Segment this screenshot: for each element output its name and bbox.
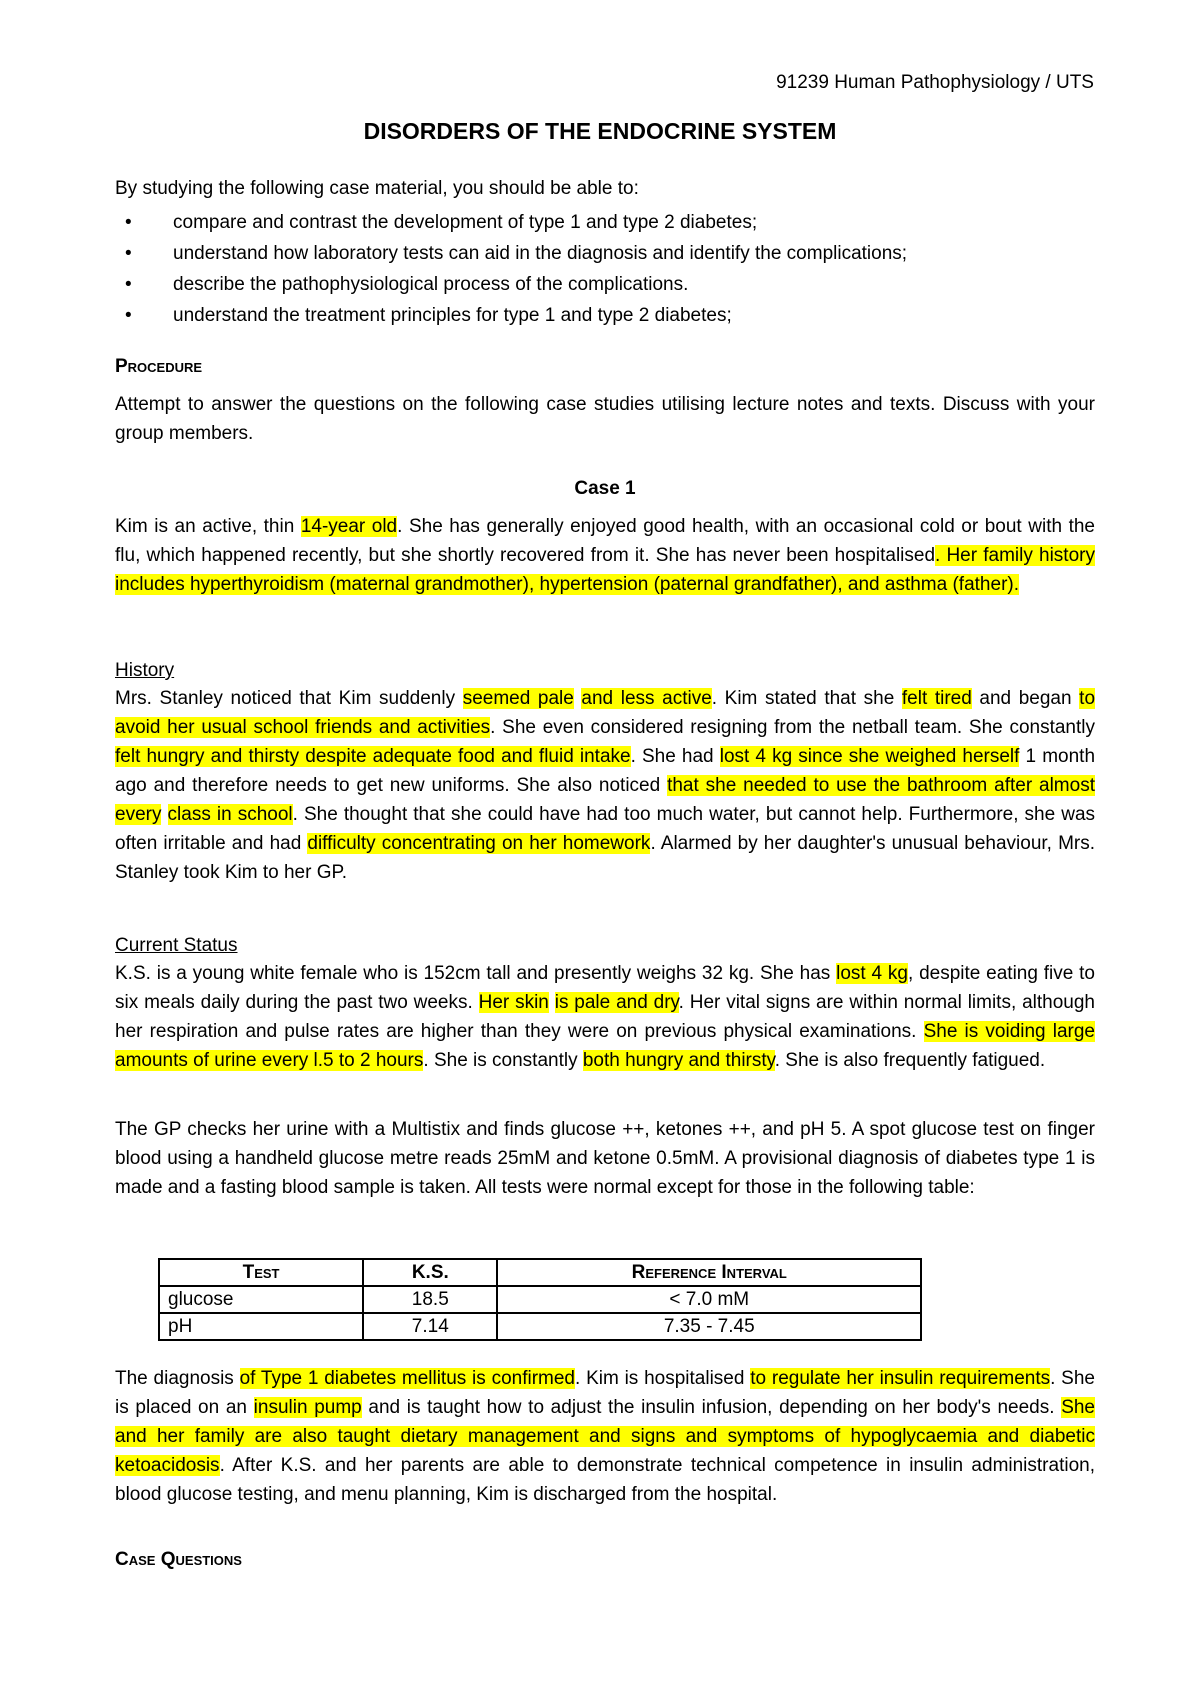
table-cell: 18.5 <box>363 1286 497 1313</box>
highlighted-text: and less active <box>581 688 712 709</box>
text-run: . Kim stated that she <box>711 688 902 709</box>
history-heading: History <box>115 660 175 681</box>
text-run: . Alarmed by her daughter's unusual behaviour, Mrs. Stanley took Kim to her GP. <box>115 833 1096 883</box>
text-run: . After K.S. and her parents are able to demonstrate technical competence in insulin administration, blood glucose testing, and menu planning, Kim is discharged from the hospital. <box>115 1455 1095 1505</box>
highlighted-text: Her skin <box>478 992 549 1013</box>
case-paragraph <box>115 512 1095 599</box>
learning-objectives <box>115 174 1095 331</box>
table-header: K.S. <box>363 1259 497 1286</box>
text-run: , despite eating five to six meals daily during the past two weeks. <box>115 963 1095 1013</box>
table-cell: 7.35 - 7.45 <box>497 1313 921 1340</box>
text-run: K.S. is a young white female who is 152cm tall and presently weighs 32 kg. She has <box>115 963 837 984</box>
table-cell: glucose <box>159 1286 363 1313</box>
highlighted-text: 14-year old <box>300 516 398 537</box>
current-status-heading: Current Status <box>115 935 238 956</box>
text-run: . She is also frequently fatigued. <box>774 1050 1046 1071</box>
procedure-heading: Procedure <box>115 356 203 377</box>
highlighted-text: seemed pale <box>462 688 574 709</box>
text-run: Kim is an active, thin <box>115 516 301 537</box>
highlighted-text: She and her family are also taught dietary management and signs and symptoms of hypoglycaemia and diabetic ketoacidosis <box>115 1397 1095 1476</box>
text-run: . She thought that she could have had too much water, but cannot help. Furthermore, she was often irritable and had <box>115 804 1096 854</box>
current-status-paragraph <box>115 959 1095 1075</box>
text-run: The diagnosis <box>115 1368 240 1389</box>
intro-text: By studying the following case material, you should be able to: <box>115 178 639 199</box>
table-header: Test <box>159 1259 363 1286</box>
case-heading: Case 1 <box>574 478 636 499</box>
table-row <box>159 1313 921 1340</box>
highlighted-text: lost 4 kg since she weighed herself <box>719 746 1020 767</box>
lab-results-table <box>158 1258 922 1341</box>
highlighted-text: to regulate her insulin requirements <box>750 1368 1051 1389</box>
text-run: and is taught how to adjust the insulin infusion, depending on her body's needs. <box>361 1397 1062 1418</box>
history-paragraph <box>115 684 1095 887</box>
highlighted-text: difficulty concentrating on her homework <box>307 833 651 854</box>
text-run: . She is placed on an <box>115 1368 1095 1418</box>
text-run <box>549 992 555 1013</box>
highlighted-text: lost 4 kg <box>836 963 908 984</box>
procedure-text: Attempt to answer the questions on the following case studies utilising lecture notes and texts. Discuss with your group members. <box>115 394 1095 444</box>
table-cell: pH <box>159 1313 363 1340</box>
highlighted-text: to avoid her usual school friends and activities <box>115 688 1096 738</box>
gp-paragraph: The GP checks her urine with a Multistix and finds glucose ++, ketones ++, and pH 5. A spot glucose test on finger blood using a handheld glucose metre reads 25mM and ketone 0.5mM. A provisional diagnosis of diabetes type 1 is made and a fasting blood sample is taken. All tests were normal except for those in the following table: <box>115 1119 1095 1198</box>
highlighted-text: that she needed to use the bathroom after almost every <box>115 775 1095 825</box>
highlighted-text: She is voiding large amounts of urine every l.5 to 2 hours <box>115 1021 1096 1071</box>
objective-list <box>115 207 1095 331</box>
highlighted-text: both hungry and thirsty <box>582 1050 775 1071</box>
text-run: . She is constantly <box>423 1050 583 1071</box>
text-run: 1 month ago and therefore needs to get new uniforms. She also noticed <box>115 746 1096 796</box>
text-run: Mrs. Stanley noticed that Kim suddenly <box>115 688 463 709</box>
text-run: . Kim is hospitalised <box>575 1368 751 1389</box>
text-run: . Her vital signs are within normal limits, although her respiration and pulse rates are higher than they were on previous physical examinations. <box>115 992 1095 1042</box>
highlighted-text: felt tired <box>901 688 972 709</box>
highlighted-text: class in school <box>167 804 293 825</box>
table-cell: < 7.0 mM <box>497 1286 921 1313</box>
highlighted-text: of Type 1 diabetes mellitus is confirmed <box>239 1368 575 1389</box>
table-header: Reference Interval <box>497 1259 921 1286</box>
objective-item: • understand the treatment principles for type 1 and type 2 diabetes; <box>115 300 1095 331</box>
diagnosis-paragraph <box>115 1364 1095 1509</box>
text-run: and began <box>971 688 1080 709</box>
course-header: 91239 Human Pathophysiology / UTS <box>776 72 1094 93</box>
text-run: . She even considered resigning from the netball team. She constantly <box>490 717 1096 738</box>
highlighted-text: insulin pump <box>253 1397 362 1418</box>
table-cell: 7.14 <box>363 1313 497 1340</box>
text-run <box>161 804 167 825</box>
document-title: DISORDERS OF THE ENDOCRINE SYSTEM <box>363 118 837 144</box>
text-run: . She has generally enjoyed good health, with an occasional cold or bout with the flu, which happened recently, but she shortly recovered from it. She has never been hospitalised <box>115 516 1095 566</box>
objective-item: • describe the pathophysiological process of the complications. <box>115 269 1095 300</box>
table-header-row <box>159 1259 921 1286</box>
text-run: . She had <box>630 746 720 767</box>
highlighted-text: is pale and dry <box>554 992 679 1013</box>
table-row <box>159 1286 921 1313</box>
highlighted-text: . Her family history includes hyperthyroidism (maternal grandmother), hypertension (paternal grandfather), and asthma (father). <box>115 545 1095 595</box>
highlighted-text: felt hungry and thirsty despite adequate food and fluid intake <box>115 746 631 767</box>
objective-item: • compare and contrast the development of type 1 and type 2 diabetes; <box>115 207 1095 238</box>
case-questions-heading: Case Questions <box>115 1549 242 1570</box>
objective-item: • understand how laboratory tests can aid in the diagnosis and identify the complications; <box>115 238 1095 269</box>
